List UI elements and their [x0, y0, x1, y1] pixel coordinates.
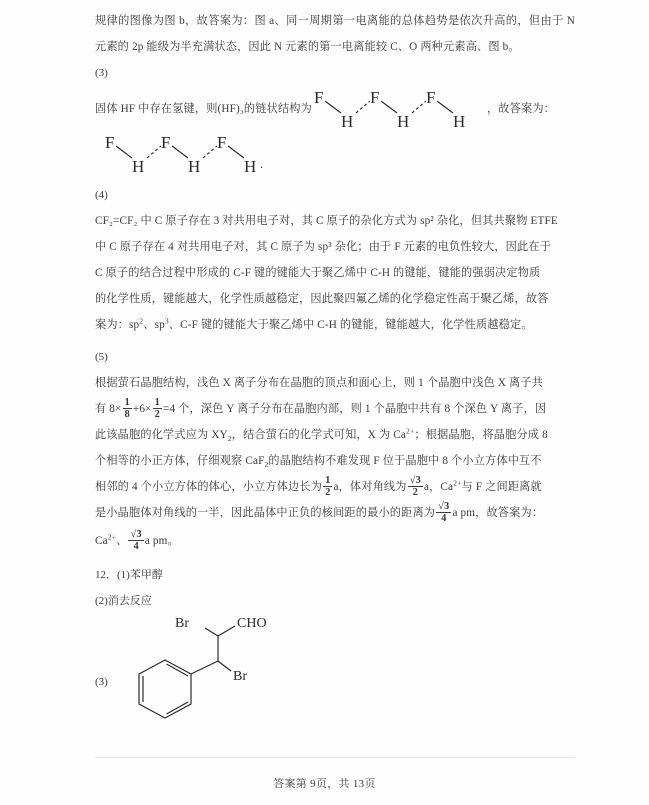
sp2-superscript: 2 [139, 316, 144, 326]
caf2-subscript: 2 [264, 460, 269, 470]
paragraph-5-line4 [95, 448, 575, 474]
fraction-denominator: 4 [441, 513, 447, 525]
count-prefix: 有 8× [95, 403, 122, 415]
formula-rest: ；根据晶胞，将晶胞分成 8 [414, 429, 548, 441]
fraction-denominator: 2 [412, 487, 418, 499]
edge-rest: 与 F 之间距离就 [461, 481, 542, 493]
section-label-5: (5) [95, 351, 108, 363]
hf-chain-inline [312, 87, 487, 131]
paragraph-5-line5 [95, 474, 575, 500]
label-br-top: Br [175, 616, 189, 631]
fraction-one-eighth [123, 397, 132, 420]
fraction-numerator: √3 [438, 501, 450, 513]
fraction-numerator: 1 [325, 475, 331, 487]
fraction-sqrt3-over-4-answer [128, 529, 143, 552]
fraction-denominator: 4 [133, 541, 139, 553]
organic-structure-block [95, 614, 575, 722]
fraction-sqrt3-over-2 [408, 475, 423, 498]
chain-bonds [191, 626, 235, 674]
page-content [95, 8, 575, 722]
answer-prefix: 案为：sp [95, 319, 140, 331]
hf-chain-answer-svg [103, 132, 288, 176]
formula-mid: ，结合萤石的化学式可知，X 为 Ca [231, 429, 406, 441]
ans-unit: a pm。 [144, 535, 179, 547]
paragraph-4-line4: 的化学性质，键能越大，化学性质越稳定，因此聚四氟乙烯的化学稳定性高于聚乙烯，故答 [95, 293, 549, 305]
svg-text:F: F [369, 88, 380, 108]
item-12-line1: 12．(1)苯甲醇 [95, 569, 163, 581]
hf-chain-answer [103, 132, 575, 176]
answer-mid: 、sp [143, 319, 165, 331]
paragraph-hf-chain [95, 86, 575, 132]
ans-sep: 、 [116, 535, 128, 547]
label-br-bottom: Br [233, 669, 247, 684]
paragraph-4-line1: CF₂=CF₂ 中 C 原子存在 3 对共用电子对，其 C 原子的杂化方式为 sp² 杂化，但其共聚物 ETFE [95, 215, 558, 227]
svg-text:H: H [340, 112, 354, 132]
fraction-denominator: 8 [124, 409, 130, 421]
hf-chain-inline-svg [312, 87, 487, 131]
edge-prefix: 相邻的 4 个小立方体的体心，小立方体边长为 [95, 481, 323, 493]
bromo-phenyl-propanal-svg [117, 614, 297, 722]
caf2-prefix: 个相等的小正方体，仔细观察 CaF [95, 455, 265, 467]
svg-text:F: F [217, 133, 227, 152]
svg-text:H: H [452, 112, 466, 132]
hf-suffix-text: ，故答案为： [486, 103, 555, 115]
fraction-one-half [153, 397, 162, 420]
paragraph-4-line3: C 原子的结合过程中形成的 C-F 键的键能大于聚乙烯中 C-H 的键能，键能的强弱决定物质 [95, 267, 541, 279]
svg-text:F: F [161, 133, 171, 152]
fraction-numerator: √3 [130, 529, 142, 541]
svg-text:F: F [105, 133, 115, 152]
page-footer: 答案第 9页，共 13页 [273, 778, 376, 790]
section-label-3: (3) [95, 67, 108, 79]
paragraph-rule-image: 规律的图像为图 b，故答案为：图 a、同一周期第一电离能的总体趋势是依次升高的，但由于 N 元素的 2p 能级为半充满状态，因此 N 元素的第一电离能较 C、O 两种元素高、图 b。 [95, 15, 575, 53]
count-mid: +6× [132, 403, 152, 415]
fraction-numerator: √3 [409, 475, 421, 487]
paragraph-5-line6 [95, 500, 575, 526]
svg-text:H: H [396, 112, 410, 132]
fraction-denominator: 2 [325, 487, 331, 499]
fraction-numerator: 1 [124, 397, 130, 409]
label-cho: CHO [237, 616, 267, 631]
svg-text:H: H [188, 157, 201, 176]
svg-text:H: H [132, 157, 145, 176]
paragraph-5-line1: 根据萤石晶胞结构，浅色 X 离子分布在晶胞的顶点和面心上，则 1 个晶胞中浅色 X 离子共 [95, 377, 544, 389]
hf-prefix-text: 固体 HF 中存在氢键，则(HF)₃的链状结构为 [95, 103, 312, 115]
fraction-one-half-edge [323, 475, 332, 498]
count-rest: =4 个，深色 Y 离子分布在晶胞内部，则 1 个晶胞中共有 8 个深色 Y 离子，因 [162, 403, 547, 415]
svg-text:F: F [425, 88, 436, 108]
fraction-sqrt3-over-4 [436, 501, 451, 524]
ca-charge-superscript: 2+ [406, 426, 415, 436]
caf2-rest: 的晶胞结构不难发现 F 位于晶胞中 8 个小立方体中互不 [268, 455, 542, 467]
footer-divider [95, 757, 575, 758]
dist-prefix: 是小晶胞体对角线的一半，因此晶体中正负的核间距的最小的距离为 [95, 507, 436, 519]
edge-mid: a，体对角线为 [333, 481, 407, 493]
answer-rest: 、C-F 键的键能大于聚乙烯中 C-H 的键能，键能越大，化学性质越稳定。 [168, 319, 533, 331]
sp3-superscript: 3 [164, 316, 169, 326]
paragraph-5-line2 [95, 396, 575, 422]
svg-text:.: . [260, 157, 263, 171]
svg-text:H: H [244, 157, 257, 176]
benzene-ring [139, 660, 191, 718]
paragraph-5-line3 [95, 422, 575, 448]
xy2-subscript: 2 [227, 434, 232, 444]
dist-rest: a pm，故答案为： [452, 507, 544, 519]
fraction-numerator: 1 [154, 397, 160, 409]
ans-ca: Ca [95, 535, 108, 547]
edge-ca: a，Ca [423, 481, 454, 493]
ca-charge-superscript-3: 2+ [107, 532, 117, 542]
fraction-denominator: 2 [154, 409, 160, 421]
section-label-3b: (3) [95, 676, 108, 688]
formula-prefix: 此该晶胞的化学式应为 XY [95, 429, 228, 441]
paragraph-4-line5 [95, 312, 575, 338]
paragraph-5-line7 [95, 526, 575, 556]
svg-text:F: F [313, 88, 324, 108]
item-12-line2: (2)消去反应 [95, 595, 152, 607]
paragraph-4-line2: 中 C 原子存在 4 对共用电子对，其 C 原子为 sp³ 杂化；由于 F 元素的电负性较大，因此在于 [95, 241, 552, 253]
ca-charge-superscript-2: 2+ [453, 478, 462, 488]
section-label-4: (4) [95, 189, 108, 201]
